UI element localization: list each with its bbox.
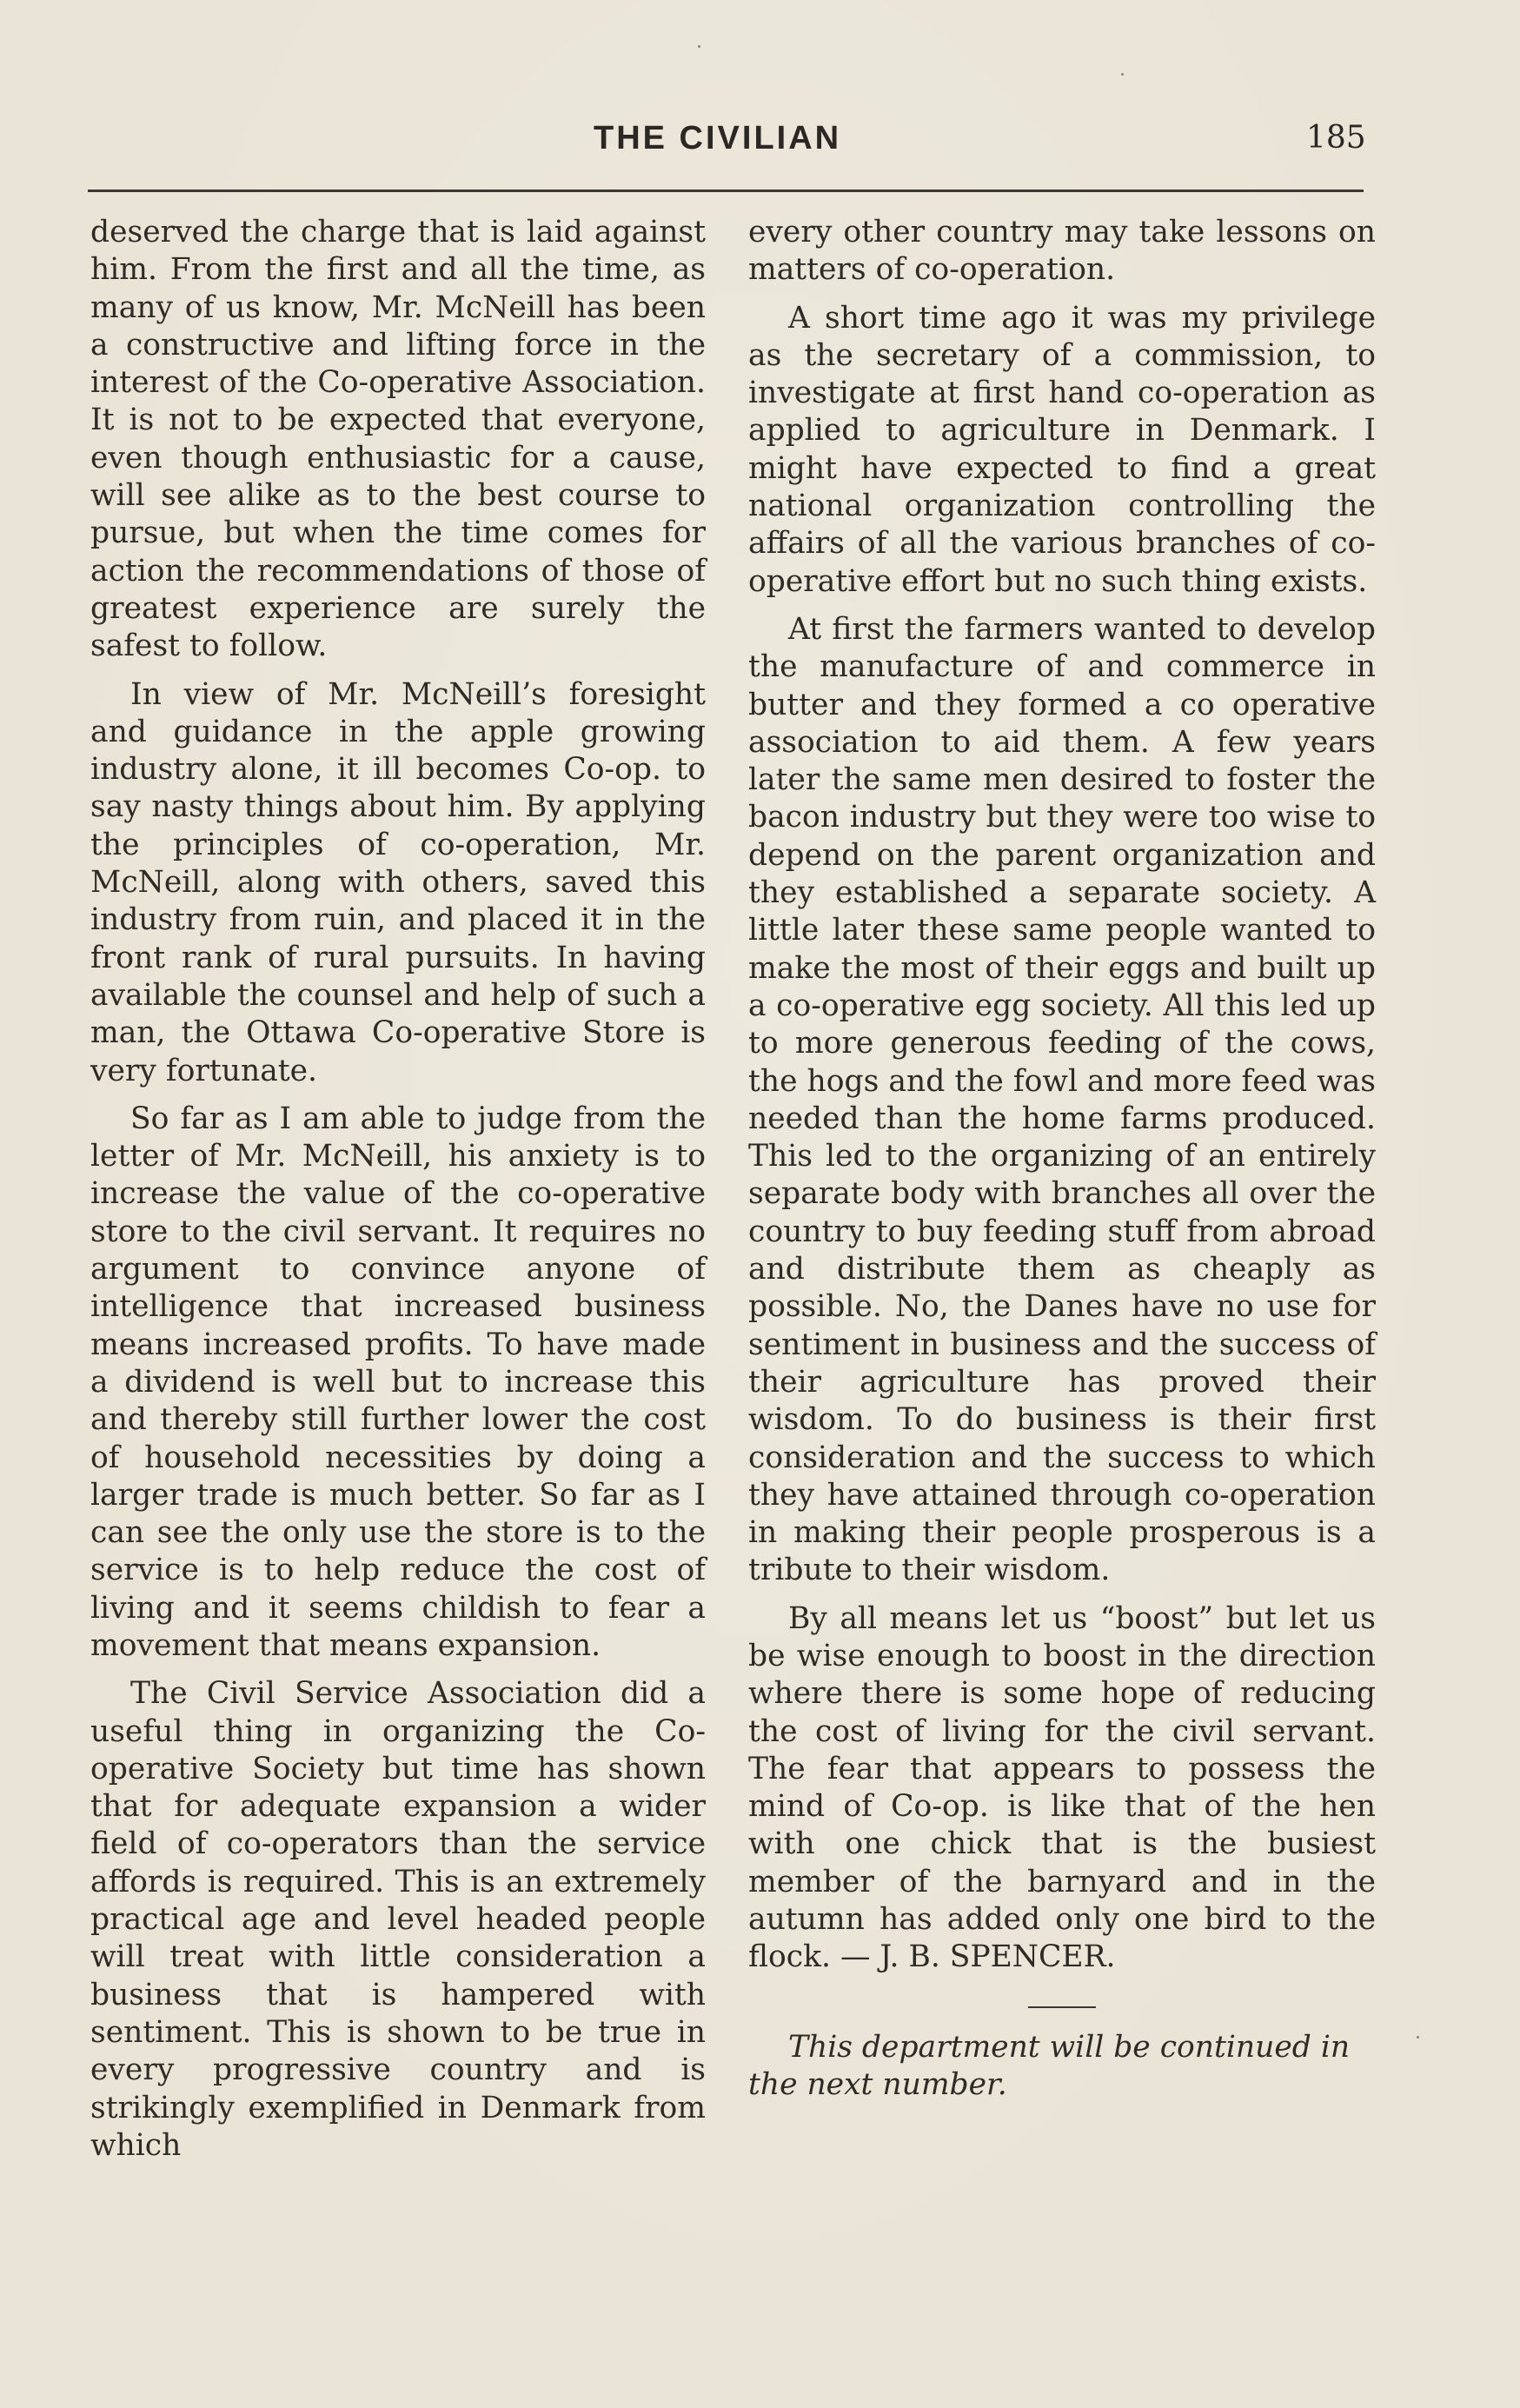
section-separator: [1028, 2006, 1096, 2008]
header-rule: [88, 190, 1364, 192]
paper-speck: [1417, 2036, 1419, 2039]
running-head: [0, 120, 1520, 172]
paper-speck: [1121, 73, 1124, 76]
right-column: [748, 214, 1376, 2104]
left-column: [90, 214, 706, 2165]
paper-speck: [698, 45, 700, 48]
paragraph: The Civil Service Association did a useful thing in organizing the Co-operative Society but time has shown that for adequate expansion a wider field of co-operators than the service affords is required. This is an extremely practical age and level headed people will treat with little consideration a business that is hampered with sentiment. This is shown to be true in every progressive country and is strikingly exemplified in Denmark from which: [90, 1676, 706, 2163]
journal-title: THE CIVILIAN: [594, 120, 842, 156]
continuation-note: This department will be continued in the next number.: [748, 2029, 1351, 2102]
paragraph: By all means let us “boost” but let us be wise enough to boost in the direction where there is some hope of reducing the cost of living for the civil servant. The fear that appears to possess the mind of Co-op. is like that of the hen with one chick that is the busiest member of the barnyard and in the autumn has added only one bird to the flock. — J. B. SPENCER.: [748, 1600, 1376, 1975]
paragraph: A short time ago it was my privilege as the secretary of a commission, to investigate at first hand co-operation as applied to agriculture in Denmark. I might have expected to find a great national organization controlling the affairs of all the various branches of co-operative effort but no such thing exists.: [748, 300, 1376, 599]
paragraph: So far as I am able to judge from the letter of Mr. McNeill, his anxiety is to increase the value of the co-operative store to the civil servant. It requires no argument to convince anyone of intelligence that increased business means increased profits. To have made a dividend is well but to increase this and thereby still further lower the cost of household necessities by doing a larger trade is much better. So far as I can see the only use the store is to the service is to help reduce the cost of living and it seems childish to fear a movement that means expansion.: [90, 1101, 706, 1663]
page-number: 185: [1306, 120, 1366, 156]
paragraph: In view of Mr. McNeill’s foresight and guidance in the apple growing industry alone, it ill becomes Co-op. to say nasty things about him. By applying the principles of co-operation, Mr. McNeill, along with others, saved this industry from ruin, and placed it in the front rank of rural pursuits. In having available the counsel and help of such a man, the Ottawa Co-operative Store is very fortunate.: [90, 676, 706, 1088]
paragraph: At first the farmers wanted to develop the manufacture of and commerce in butter and they formed a co operative association to aid them. A few years later the same men desired to foster the bacon industry but they were too wise to depend on the parent organization and they established a separate society. A little later these same people wanted to make the most of their eggs and built up a co-operative egg society. All this led up to more generous feeding of the cows, the hogs and the fowl and more feed was needed than the home farms produced. This led to the organizing of an entirely separate body with branches all over the country to buy feeding stuff from abroad and distribute them as cheaply as possible. No, the Danes have no use for sentiment in business and the success of their agriculture has proved their wisdom. To do business is their first consideration and the success to which they have attained through co-operation in making their people prosperous is a tribute to their wisdom.: [748, 611, 1376, 1588]
paragraph: deserved the charge that is laid against him. From the first and all the time, as many of us know, Mr. McNeill has been a constructive and lifting force in the interest of the Co-operative Association. It is not to be expected that everyone, even though enthusiastic for a cause, will see alike as to the best course to pursue, but when the time comes for action the recommendations of those of greatest experience are surely the safest to follow.: [90, 215, 706, 664]
paragraph: every other country may take lessons on matters of co-operation.: [748, 215, 1376, 288]
